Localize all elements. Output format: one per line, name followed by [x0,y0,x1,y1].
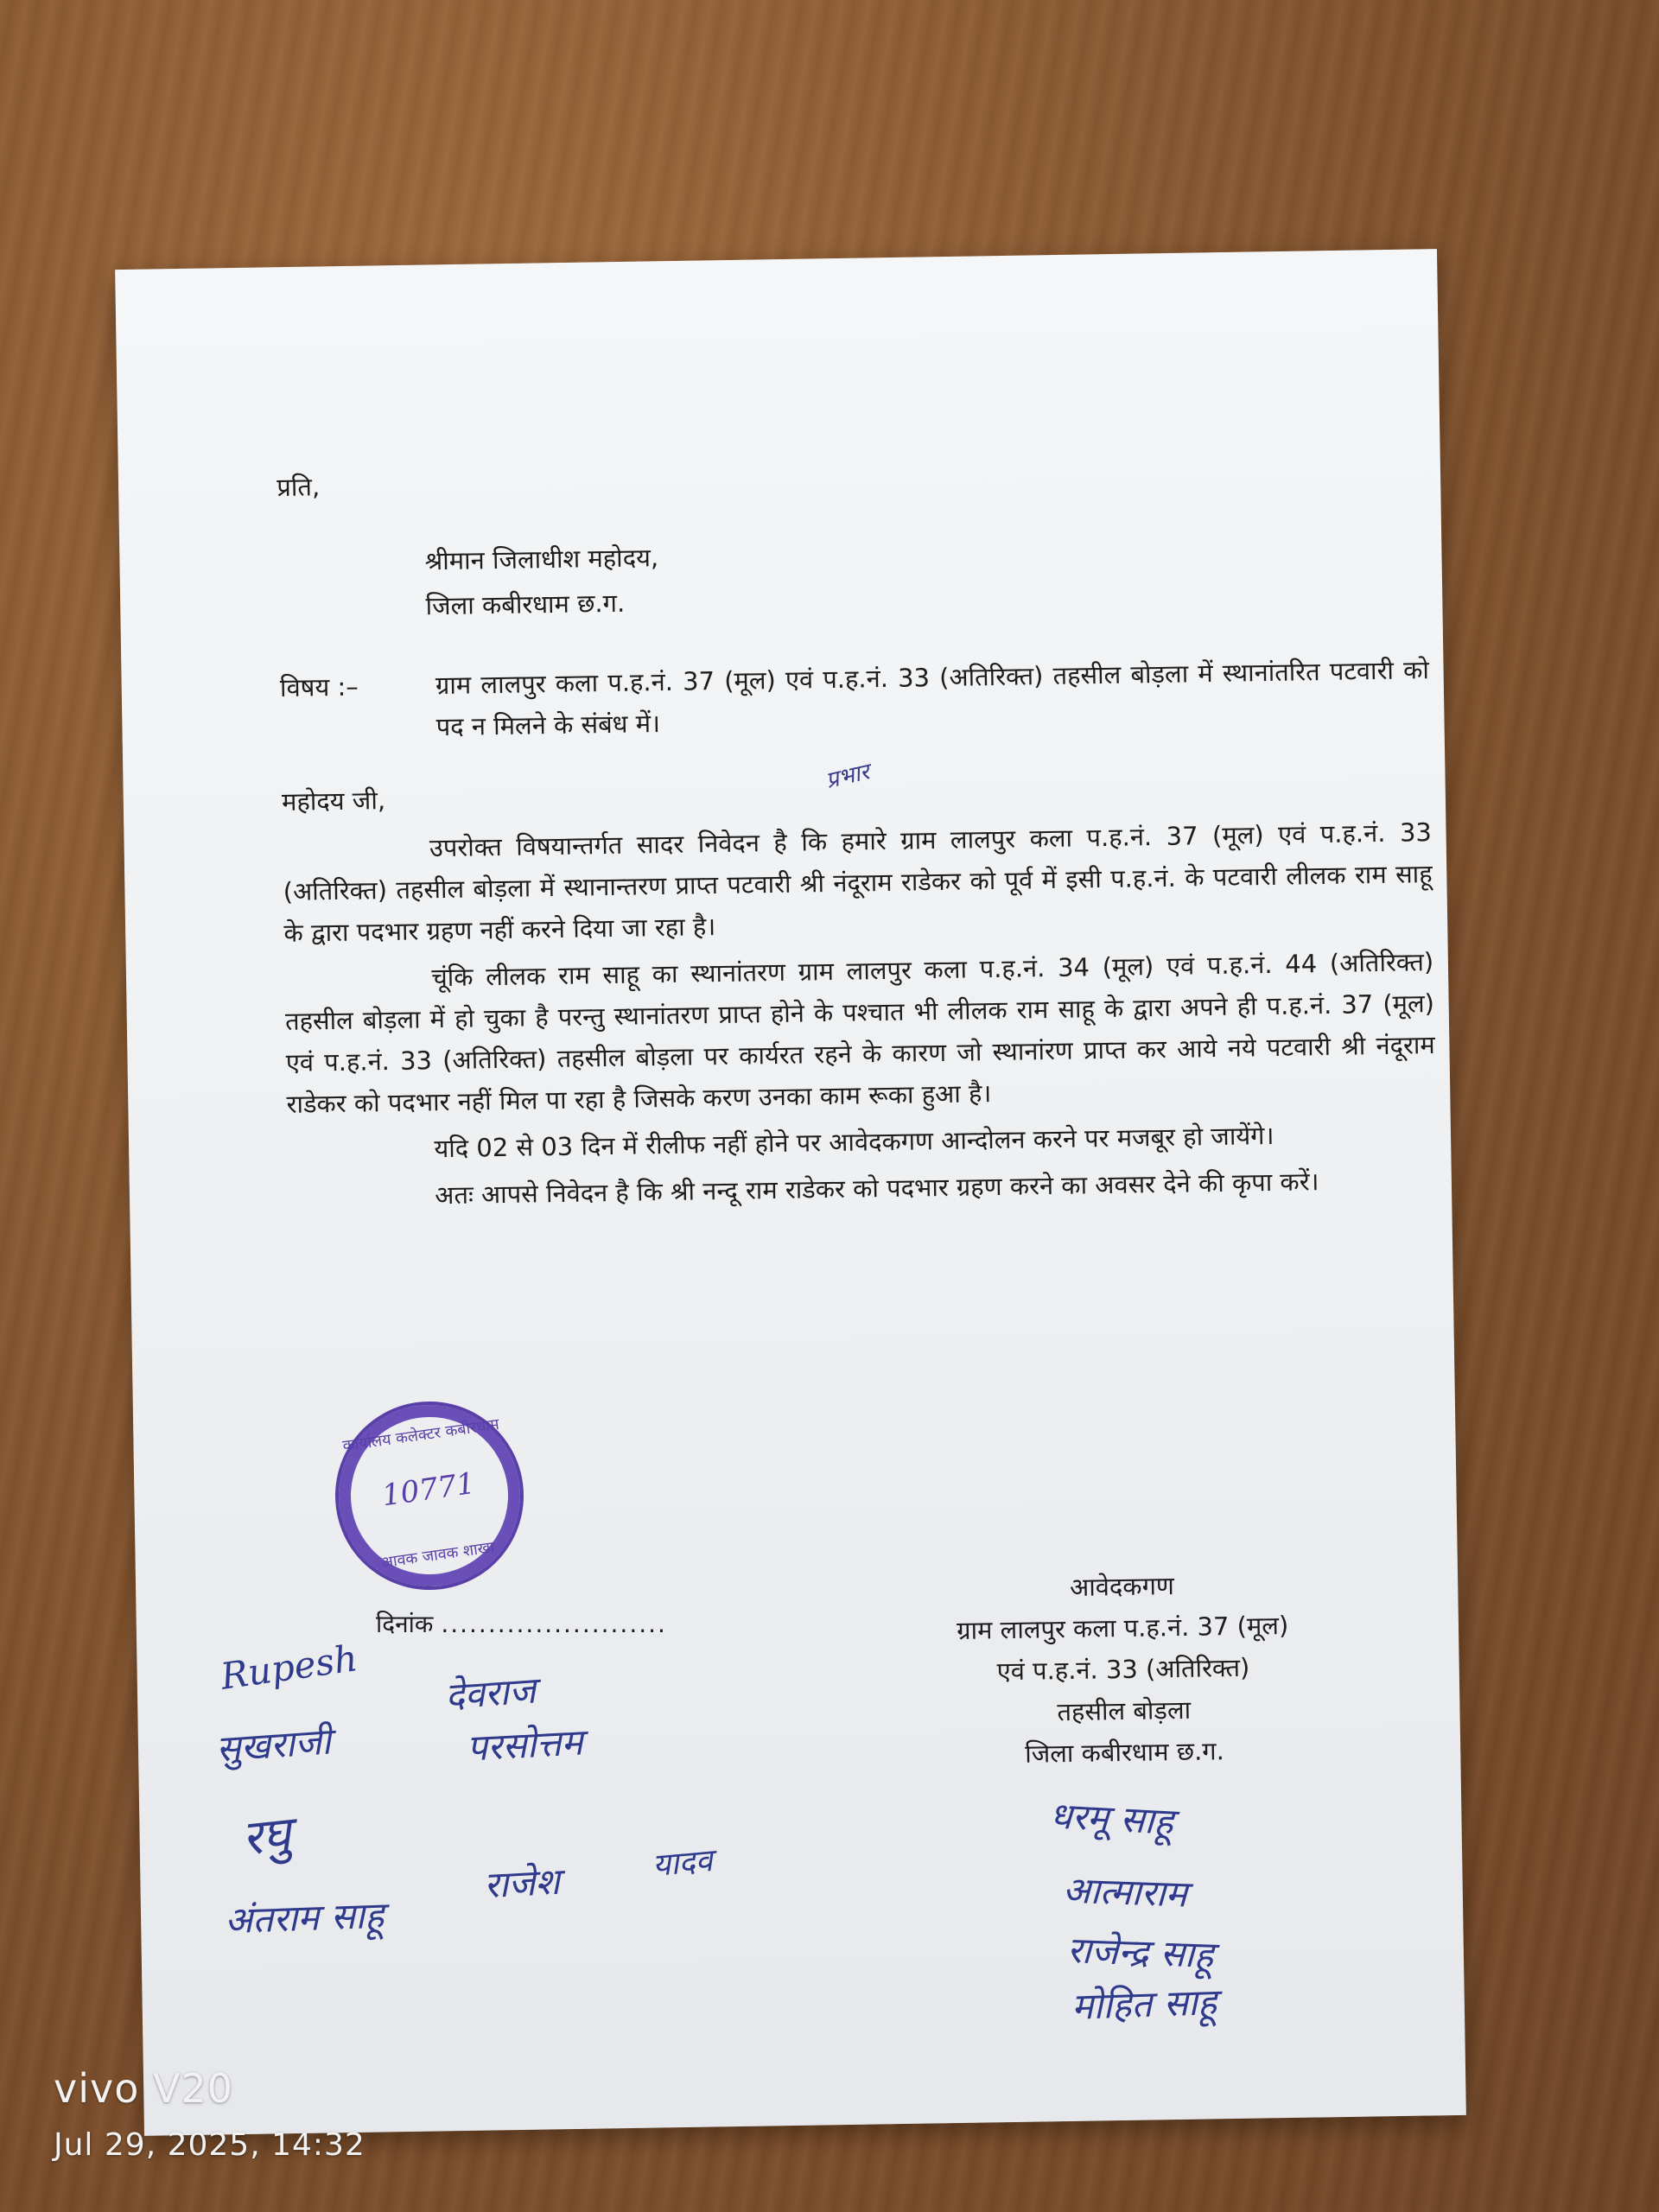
signature-right-2: आत्माराम [1062,1868,1188,1916]
prati-line: प्रति, [276,472,321,502]
applicants-line-1: आवेदकगण [1069,1571,1175,1602]
camera-model: vivo V20 [54,2065,233,2112]
subject-label: विषय :– [279,671,359,702]
capture-timestamp: Jul 29, 2025, 14:32 [54,2127,365,2163]
handwritten-correction: प्रभार [823,759,872,794]
signature-left-8: यादव [651,1843,715,1884]
date-line [376,1607,667,1640]
stamp-top-text: कार्यालय कलेक्टर कबीरधाम [341,1415,501,1456]
signature-left-3: सुखराजी [214,1719,333,1770]
stamp-number: 10771 [379,1465,478,1514]
signature-left-5: रघु [239,1806,294,1867]
addressee-block [424,524,1427,630]
subject-text: ग्राम लालपुर कला प.ह.नं. 37 (मूल) एवं प.ह.नं. 33 (अतिरिक्त) तहसील बोड़ला में स्थानांतरित पटवारी को पद न मिलने के संबंध में। [435,655,1430,742]
applicants-line-5: जिला कबीरधाम छ.ग. [1024,1736,1225,1769]
date-label: दिनांक [376,1610,434,1638]
signature-right-1: धरमू साहू [1048,1794,1175,1843]
paragraph-1: उपरोक्त विषयान्तर्गत सादर निवेदन है कि हमारे ग्राम लालपुर कला प.ह.नं. 37 (मूल) एवं प.ह.नं. 33 (अतिरिक्त) तहसील बोड़ला में स्थानान्तरण प्राप्त पटवारी श्री नंदूराम राडेकर को पूर्व में इसी प.ह.नं. के पटवारी लीलक राम साहू के द्वारा पदभार ग्रहण नहीं करने दिया जा रहा है। [283,817,1433,948]
signature-right-3: राजेन्द्र साहू [1066,1929,1215,1976]
paragraph-4: अतः आपसे निवेदन है कि श्री नन्दू राम राडेकर को पदभार ग्रहण करने का अवसर देने की कृपा करें। [435,1166,1319,1211]
paragraph-3: यदि 02 से 03 दिन में रीलीफ नहीं होने पर आवेदकगण आन्दोलन करने पर मजबूर हो जायेंगे। [434,1120,1274,1164]
stamp-bottom-text: आवक जावक शाखा [379,1538,496,1573]
paragraph-2: चूंकि लीलक राम साहू का स्थानांतरण ग्राम लालपुर कला प.ह.नं. 34 (मूल) एवं प.ह.नं. 44 (अतिरिक्त) तहसील बोड़ला में हो चुका है परन्तु स्थानांतरण प्राप्त होने के पश्चात भी लीलक राम साहू के द्वारा अपने ही प.ह.नं. 37 (मूल) एवं प.ह.नं. 33 (अतिरिक्त) तहसील बोड़ला पर कार्यरत रहने के कारण जो स्थानांरण प्राप्त कर आये नये पटवारी श्री नंदूराम राडेकर को पदभार नहीं मिल पा रहा है जिसके करण उनका काम रूका हुआ है। [284,947,1435,1119]
signature-left-1: Rupesh [218,1637,360,1698]
signature-right-4: मोहित साहू [1071,1980,1217,2028]
applicants-line-2: ग्राम लालपुर कला प.ह.नं. 37 (मूल) [956,1610,1289,1646]
signature-left-2: देवराज [443,1669,537,1718]
subject-block [280,649,1430,750]
camera-watermark [54,2065,365,2163]
letter-body [276,448,1438,1224]
signature-left-6: अंतराम साहू [224,1893,385,1942]
applicants-line-4: तहसील बोड़ला [1057,1694,1192,1727]
applicants-line-3: एवं प.ह.नं. 33 (अतिरिक्त) [996,1652,1250,1687]
date-blank: ........................ [441,1610,667,1638]
applicants-block [931,1563,1315,1777]
signature-left-7: राजेश [482,1859,562,1907]
addressee-line-1: श्रीमान जिलाधीश महोदय, [424,543,659,576]
addressee-line-2: जिला कबीरधाम छ.ग. [425,588,626,621]
greeting: महोदय जी, [281,785,386,817]
signature-left-4: परसोत्तम [465,1720,584,1770]
